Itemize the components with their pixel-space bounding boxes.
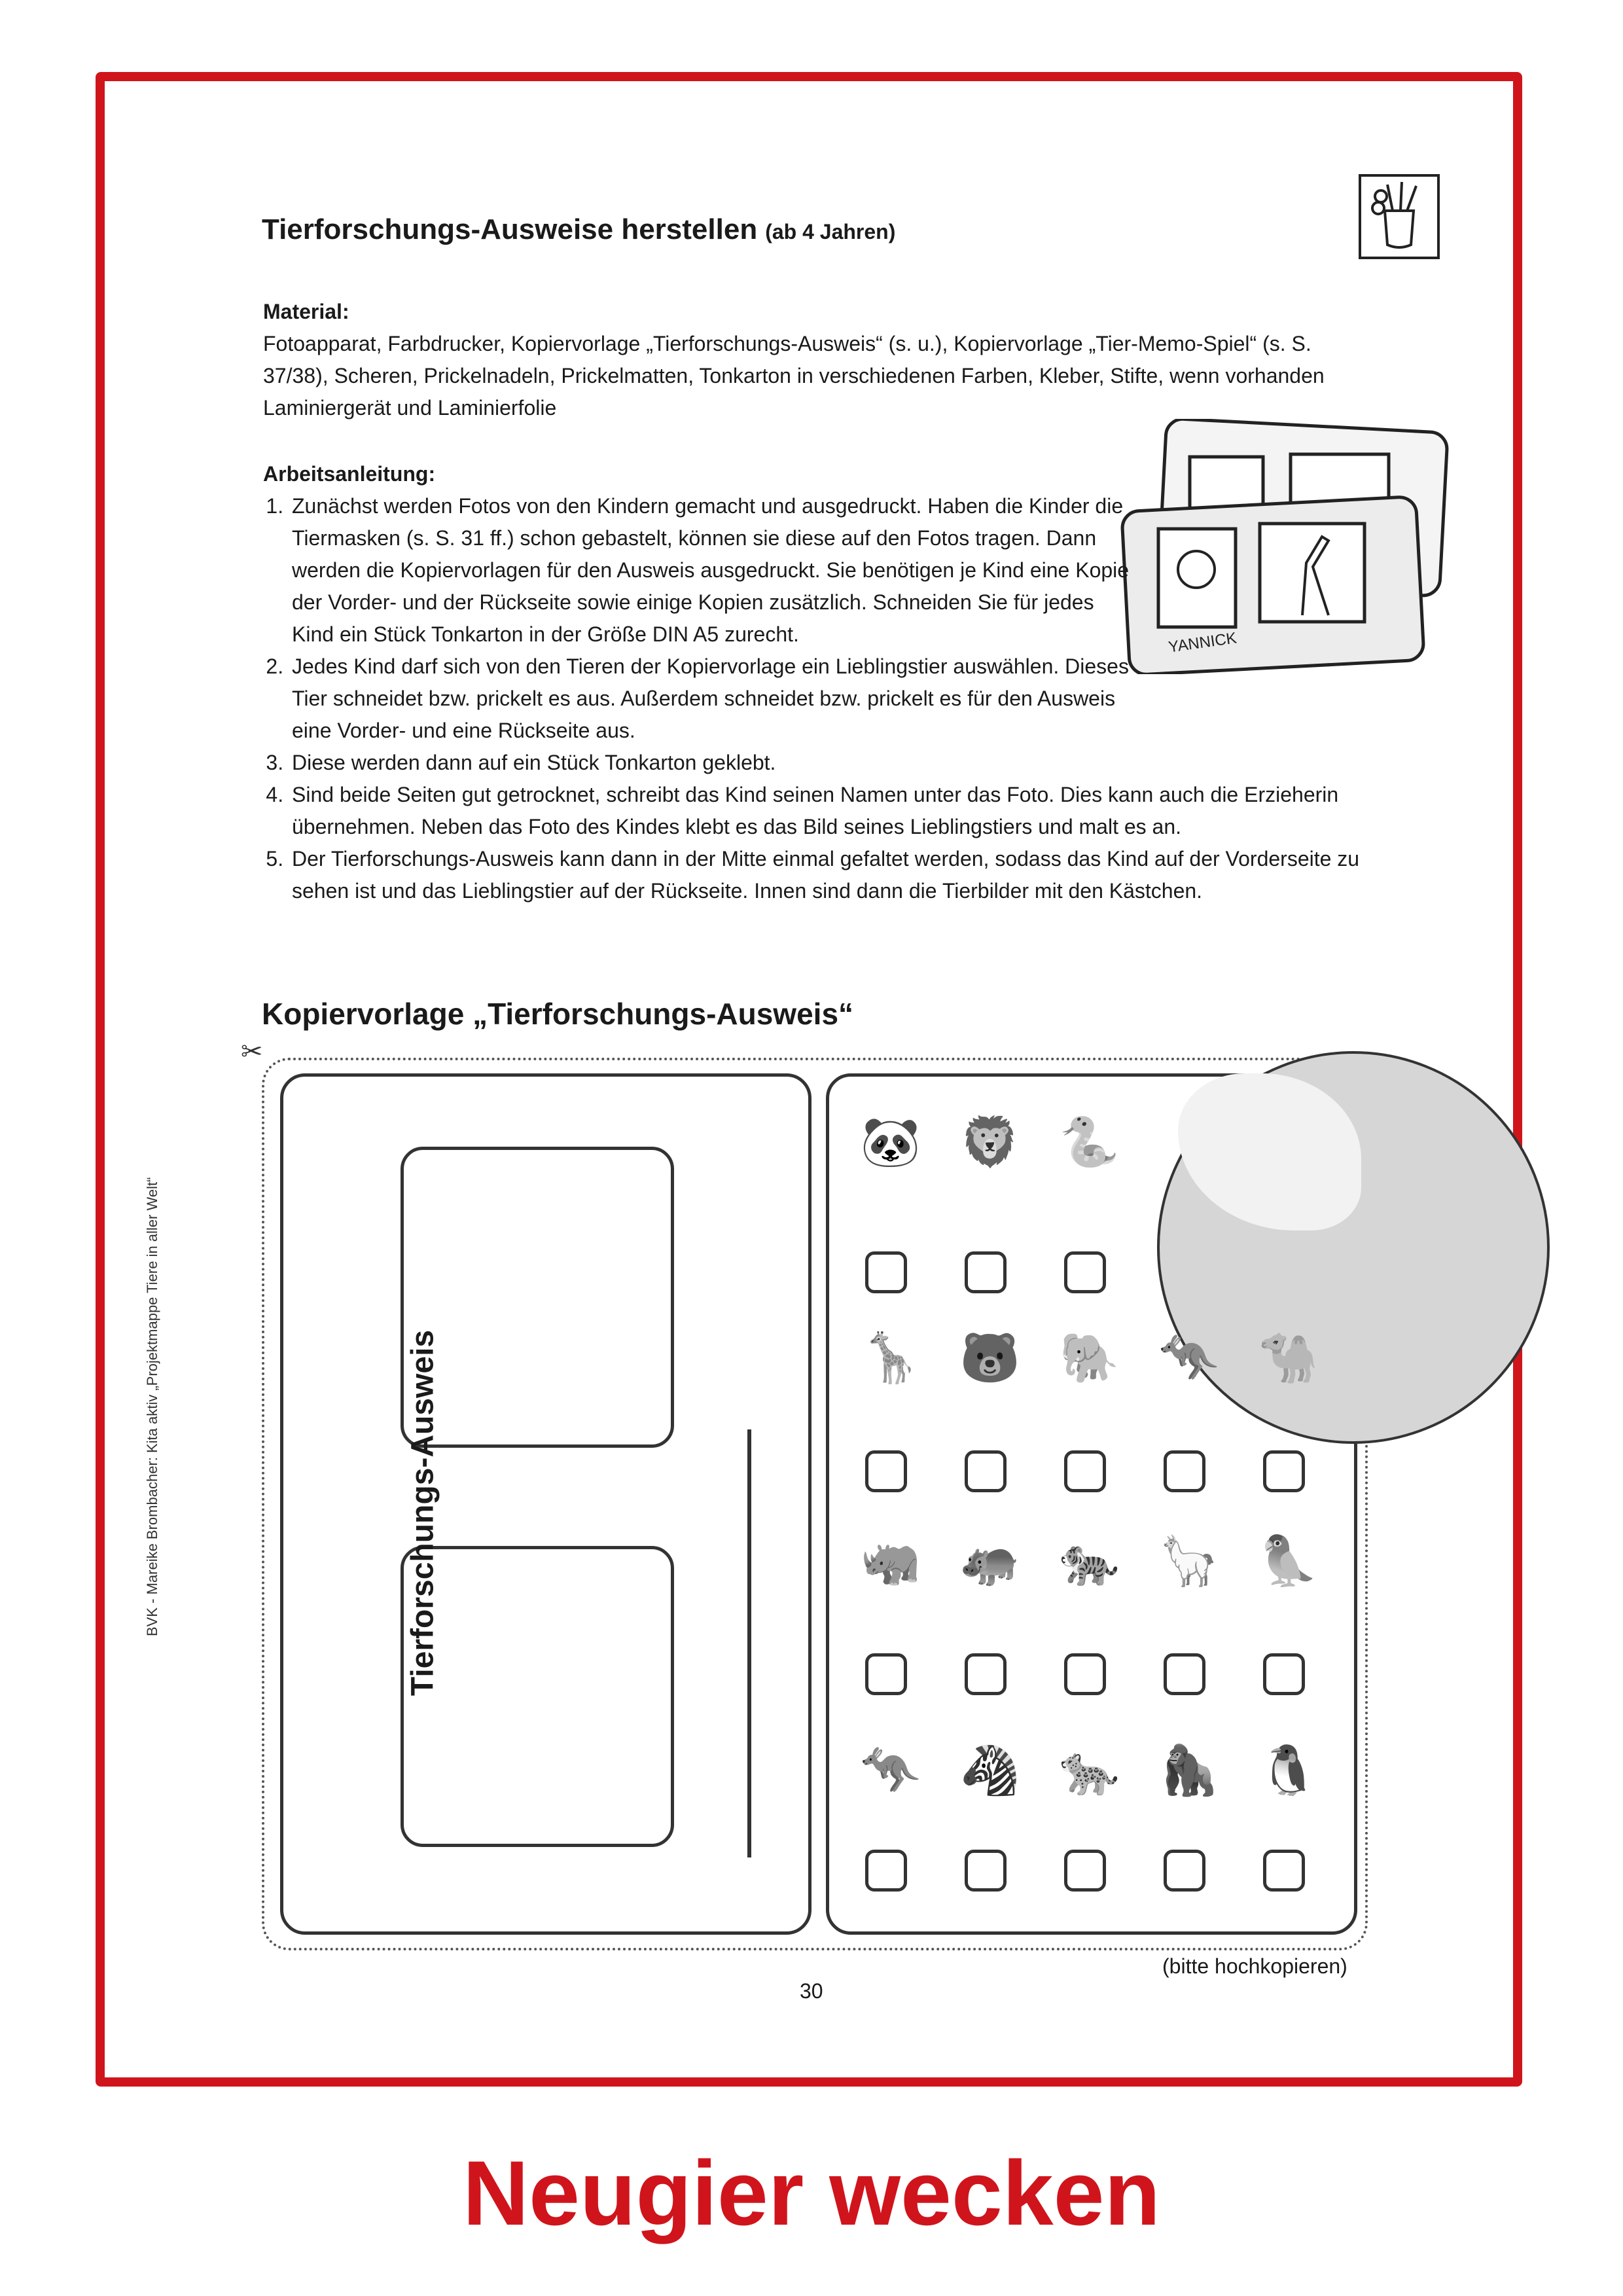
instruction-step: 5. Der Tierforschungs-Ausweis kann dann in der Mitte einmal gefaltet werden, sodass das Kind auf der Vorderseite zu sehen ist und das Lieblingstier auf der Rückseite. Innen sind dann die Tierbilder mit den Kästchen. xyxy=(289,843,1415,907)
material-text: Fotoapparat, Farbdrucker, Kopiervorlage „Tierforschungs-Ausweis“ (s. u.), Kopiervorlage „Tier-Memo-Spiel“ (s. S. 37/38), Scheren, Prickelnadeln, Prickelmatten, Tonkarton in verschiedenen Farben, Kleber, Stifte, wenn vorhanden Laminiergerät und Laminierfolie xyxy=(263,332,1325,420)
animal-picture: 🐅 xyxy=(1059,1534,1120,1588)
material-heading: Material: xyxy=(263,300,349,323)
instruction-step: 4. Sind beide Seiten gut getrocknet, schreibt das Kind seinen Namen unter das Foto. Dies kann auch die Erzieherin übernehmen. Neben das Foto des Kindes klebt es das Bild seines Lieblingstiers und malt es an. xyxy=(289,779,1415,843)
animal-picture: 🦏 xyxy=(860,1534,921,1588)
animal-checkbox[interactable] xyxy=(965,1450,1007,1492)
instructions-heading: Arbeitsanleitung: xyxy=(263,462,436,486)
copy-note: (bitte hochkopieren) xyxy=(1162,1954,1347,1978)
animal-picture: 🐼 xyxy=(860,1115,921,1169)
animal-checkbox[interactable] xyxy=(865,1653,907,1695)
animal-checkbox[interactable] xyxy=(1064,1251,1106,1293)
slogan: Neugier wecken xyxy=(463,2142,1160,2244)
animal-checkbox[interactable] xyxy=(865,1251,907,1293)
animal-checkbox[interactable] xyxy=(965,1850,1007,1892)
animal-checkbox[interactable] xyxy=(965,1653,1007,1695)
animal-picture: 🦙 xyxy=(1158,1534,1220,1588)
animal-checkbox[interactable] xyxy=(1064,1850,1106,1892)
animal-picture: 🐆 xyxy=(1059,1743,1120,1797)
animal-checkbox[interactable] xyxy=(965,1251,1007,1293)
age-note: (ab 4 Jahren) xyxy=(765,220,896,243)
animal-picture: 🐧 xyxy=(1258,1743,1319,1797)
animal-picture: 🐪 xyxy=(1258,1331,1319,1385)
animal-checkbox[interactable] xyxy=(1263,1450,1305,1492)
animal-checkbox[interactable] xyxy=(1164,1850,1205,1892)
illustration-name-label: YANNICK xyxy=(1167,629,1238,656)
instructions-section xyxy=(263,458,1415,907)
animal-picture: 🦒 xyxy=(860,1331,921,1385)
animal-checkbox[interactable] xyxy=(865,1450,907,1492)
animal-checkbox[interactable] xyxy=(1064,1653,1106,1695)
animal-checkbox[interactable] xyxy=(1064,1450,1106,1492)
animal-picture: 🦓 xyxy=(959,1743,1021,1797)
animal-picture: 🦜 xyxy=(1258,1534,1319,1588)
scissors-icon: ✂ xyxy=(241,1037,263,1066)
credit-line: BVK - Mareike Brombacher: Kita aktiv „Projektmappe Tiere in aller Welt“ xyxy=(144,1177,160,1636)
animal-picture: 🐍 xyxy=(1059,1115,1120,1169)
instruction-step: 3. Diese werden dann auf ein Stück Tonkarton geklebt. xyxy=(289,747,1415,779)
photo-box xyxy=(401,1546,674,1847)
name-line xyxy=(747,1429,751,1857)
instruction-step: 2. Jedes Kind darf sich von den Tieren der Kopiervorlage ein Lieblingstier auswählen. Dieses Tier schneidet bzw. prickelt es aus. Außerdem schneidet bzw. prickelt es für den Ausweis eine Vorder- und eine Rückseite aus. xyxy=(289,651,1136,747)
animal-picture: 🦘 xyxy=(860,1743,921,1797)
card-vertical-title: Tierforschungs-Ausweis xyxy=(405,1329,440,1696)
template-heading: Kopiervorlage „Tierforschungs-Ausweis“ xyxy=(262,997,854,1031)
animal-checkbox[interactable] xyxy=(1164,1450,1205,1492)
animal-picture: 🦛 xyxy=(959,1534,1021,1588)
page-title: Tierforschungs-Ausweise herstellen (ab 4 Jahren) xyxy=(262,213,896,245)
animal-picture: 🦍 xyxy=(1158,1743,1220,1797)
animal-checkbox[interactable] xyxy=(1263,1850,1305,1892)
animal-picture: 🐘 xyxy=(1059,1331,1120,1385)
animal-checkbox[interactable] xyxy=(1263,1653,1305,1695)
photo-box xyxy=(401,1147,674,1448)
animal-picture: 🦁 xyxy=(959,1115,1021,1169)
material-section xyxy=(263,296,1376,424)
animal-checkbox[interactable] xyxy=(865,1850,907,1892)
tool-icon-box xyxy=(1359,174,1440,259)
animal-checkbox[interactable] xyxy=(1164,1653,1205,1695)
instruction-step: 1. Zunächst werden Fotos von den Kindern gemacht und ausgedruckt. Haben die Kinder die Tiermasken (s. S. 31 ff.) schon gebastelt, können sie diese auf den Fotos tragen. Dann werden die Kopiervorlagen für den Ausweis ausgedruckt. Sie benötigen je Kind eine Kopie der Vorder- und der Rückseite sowie einige Kopien zusätzlich. Schneiden Sie für jedes Kind ein Stück Tonkarton in der Größe DIN A5 zurecht. xyxy=(289,490,1136,651)
page-number: 30 xyxy=(800,1979,823,2003)
animal-picture: 🦘 xyxy=(1158,1331,1220,1385)
scissors-pencil-cup-icon xyxy=(1361,177,1437,257)
animal-picture: 🐻 xyxy=(959,1331,1021,1385)
